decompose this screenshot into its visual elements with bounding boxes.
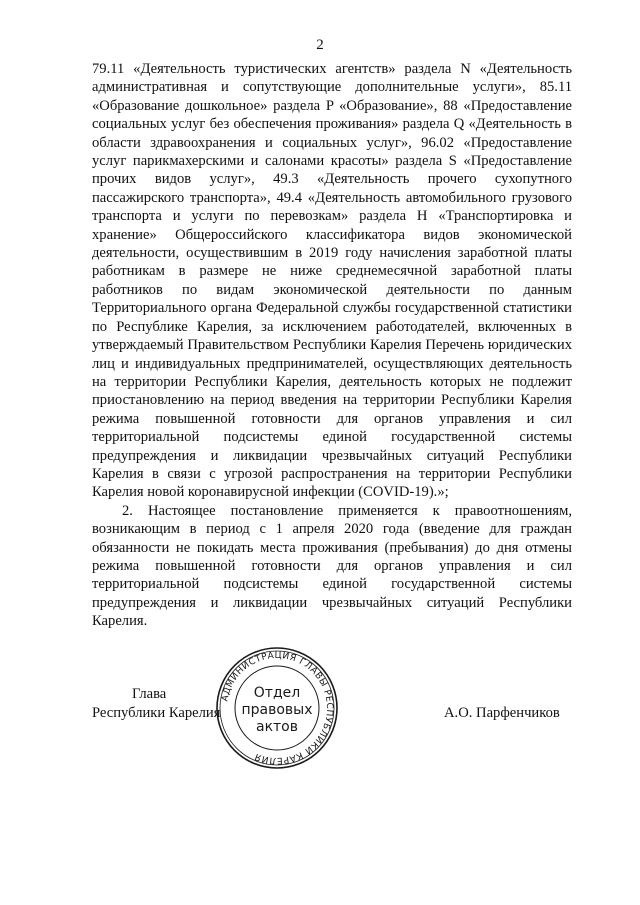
paragraph-continuation: 79.11 «Деятельность туристических агентств» раздела N «Деятельность административная и сопутствующие дополнительные услуги», 85.11 «Образование дошкольное» раздела P «Образование», 88 «Предоставление социальных услуг без обеспечения проживания» раздела Q «Деятельность в области здравоохранения и социальных услуг», 96.02 «Предоставление услуг парикмахерскими и салонами красоты» раздела S «Предоставление прочих видов услуг», 49.3 «Деятельность прочего сухопутного пассажирского транспорта», 49.4 «Деятельность автомобильного грузового транспорта и услуги по перевозкам» раздела H «Транспортировка и хранение» Общероссийского классификатора видов экономической деятельности, осуществившим в 2019 году начисления заработной платы работникам в размере не ниже среднемесячной заработной платы работников по видам экономической деятельности по данным Территориального органа Федеральной службы государственной статистики по Республике Карелия, за исключением работодателей, включенных в утверждаемый Правительством Республики Карелия Перечень юридических лиц и индивидуальных предпринимателей, осуществляющих деятельность на территории Республики Карелия, деятельность которых не подлежит приостановлению на период введения на территории Республики Карелия режима повышенной готовности для органов управления и сил территориальной подсистемы единой государственной системы предупреждения и ликвидации чрезвычайных ситуаций Республики Карелия в связи с угрозой распространения на территории Республики Карелия новой коронавирусной инфекции (COVID-19).»; bbox=[92, 61, 572, 501]
page-number: 2 bbox=[316, 37, 324, 53]
signature-name: А.О. Парфенчиков bbox=[444, 705, 560, 721]
signature-organization: Республики Карелия bbox=[92, 705, 221, 721]
document-body bbox=[92, 60, 572, 631]
signature-title: Глава bbox=[132, 686, 167, 702]
stamp-seal-icon bbox=[214, 645, 340, 771]
stamp-line-2: правовых bbox=[241, 702, 313, 718]
stamp-ring-text: АДМИНИСТРАЦИЯ ГЛАВЫ РЕСПУБЛИКИ КАРЕЛИЯ bbox=[220, 650, 335, 766]
stamp-line-3: актов bbox=[255, 719, 299, 735]
paragraph-2: 2. Настоящее постановление применяется к правоотношениям, возникающим в период с 1 апреля 2020 года (введение для граждан обязанности не покидать места проживания (пребывания) до дня отмены режима повышенной готовности для органов управления и сил территориальной подсистемы единой государственной системы предупреждения и ликвидации чрезвычайных ситуаций Республики Карелия. bbox=[92, 502, 572, 630]
official-stamp bbox=[214, 645, 340, 771]
stamp-line-1: Отдел bbox=[253, 685, 301, 701]
